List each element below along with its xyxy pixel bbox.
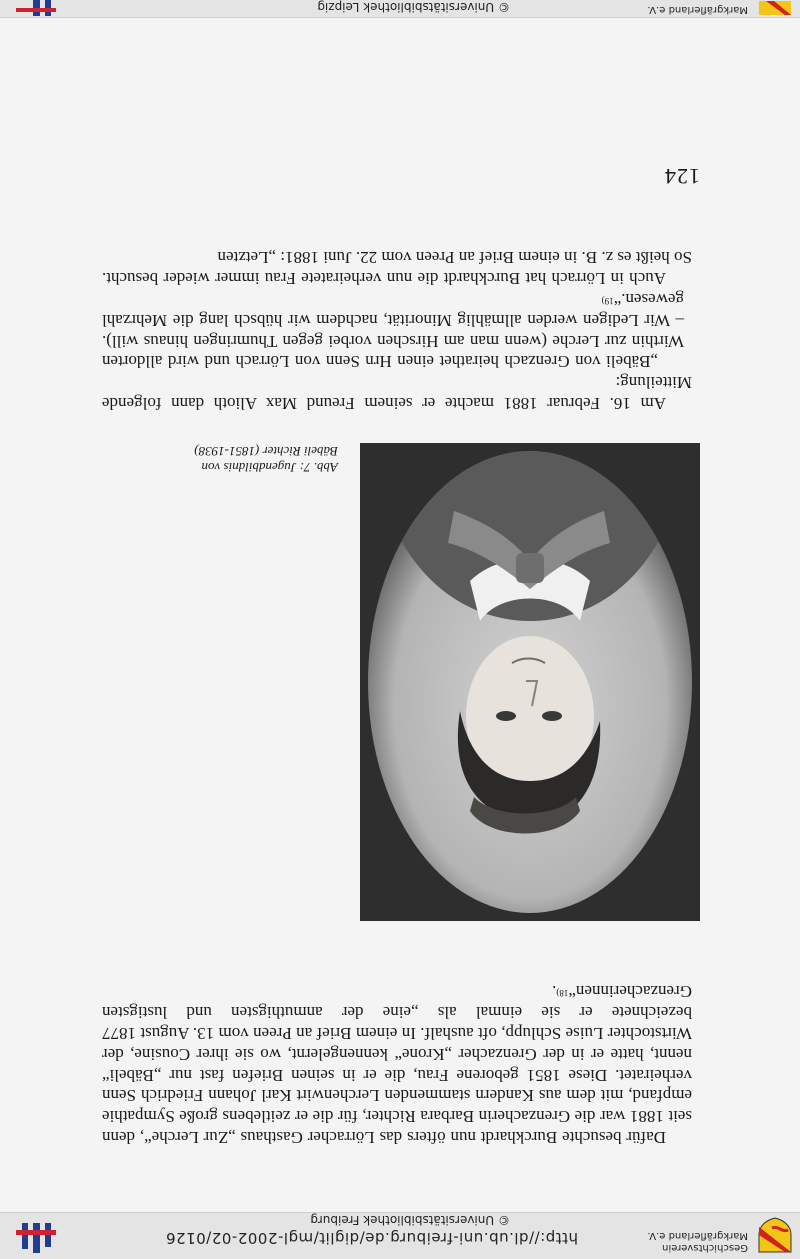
society-line-2: Markgräflerland e.V. — [647, 1230, 748, 1241]
paragraph-2: Am 16. Februar 1881 machte er seinem Freund Max Alioth dann folgende Mitteilung: — [102, 373, 692, 413]
society-line-1: Geschichtsverein — [662, 1242, 748, 1253]
paragraph-3: Auch in Lörrach hat Burckhardt die nun verheiratete Frau immer wieder besucht. So heißt es z. B. in einem Brief an Preen vom 22. Juni 1881: „Letzten — [102, 248, 692, 289]
university-library-logo-icon — [10, 0, 60, 16]
coat-of-arms-icon — [756, 1217, 794, 1255]
copyright-notice-footer: © Universitätsbibliothek Leipzig — [317, 0, 510, 14]
paragraph-1: Dafür besuchte Burckhardt nun öfters das Lörracher Gasthaus „Zur Lerche“, denn seit 1881 war die Grenzacherin Barbara Richter, für die er zeitlebens große Sympathie empfand, mit dem aus Kandern stammenden Lerchenwirt Karl Johann Friedrich Senn verheiratet. Diese 1851 geborene Frau, die er in seinen Briefen fast nur „Bäbeli“ nennt, hatte er in der Grenzacher „Krone“ kennengelernt, wo sie ihrer Cousine, der Wirtstochter Luise Schlupp, oft aushalf. In einem Brief an Preen vom 13. August 1877 bezeichnete er sie einmal als „eine der anmuthigsten und lustigsten Grenzacherinnen“$^{18)}$. — [102, 982, 692, 1147]
caption-line-2: Bäbeli Richter (1851-1938) — [194, 444, 338, 459]
coat-of-arms-icon — [756, 1, 794, 15]
footnote-marker-18: 18) — [556, 988, 569, 999]
university-library-logo-icon — [10, 1217, 60, 1255]
portrait-photograph — [360, 443, 700, 921]
paragraph-1-text: Dafür besuchte Burckhardt nun öfters das Lörracher Gasthaus „Zur Lerche“, denn seit 1881 war die Grenzacherin Barbara Richter, für die er zeitlebens große Sympathie empfand, mit dem aus Kandern stammenden Lerchenwirt Karl Johann Friedrich Senn verheiratet. Diese 1851 geborene Frau, die er in seinen Briefen fast nur „Bäbeli“ nennt, hatte er in der Grenzacher „Krone“ kennengelernt, wo sie ihrer Cousine, der Wirtstochter Luise Schlupp, oft aushalf. In einem Brief an Preen vom 13. August 1877 bezeichnete er sie einmal als „eine der anmuthigsten und lustigsten Grenzacherinnen“ — [102, 982, 692, 1147]
footnote-marker-19: 19) — [601, 296, 614, 307]
paragraph-group-2 — [102, 247, 692, 413]
copyright-notice: © Universitätsbibliothek Freiburg — [310, 1213, 510, 1227]
viewer-footer — [0, 0, 800, 18]
viewer-header — [0, 1212, 800, 1259]
caption-line-1: Abb. 7: Jugendbildnis von — [201, 460, 338, 475]
page-number: 124 — [664, 164, 700, 189]
quote-text: „Bäbeli von Grenzach heirathet einen Hrn Senn von Lörrach und wird alldorten Wirthin zur Lerche (wenn man am Hirschen vorbei gegen Thumringen hinaus will). – Wir Ledigen werden allmählig Minorität, nachdem wir hübsch lang die Mehrzahl gewesen.“ — [102, 290, 684, 372]
figure-caption — [138, 443, 338, 475]
document-url-link[interactable]: http://dl.ub.uni-freiburg.de/diglit/mgl-2002-02/0126 — [165, 1229, 578, 1247]
block-quote — [102, 288, 692, 371]
society-name — [638, 1229, 748, 1253]
society-name-footer: Markgräflerland e.V. — [647, 4, 748, 15]
